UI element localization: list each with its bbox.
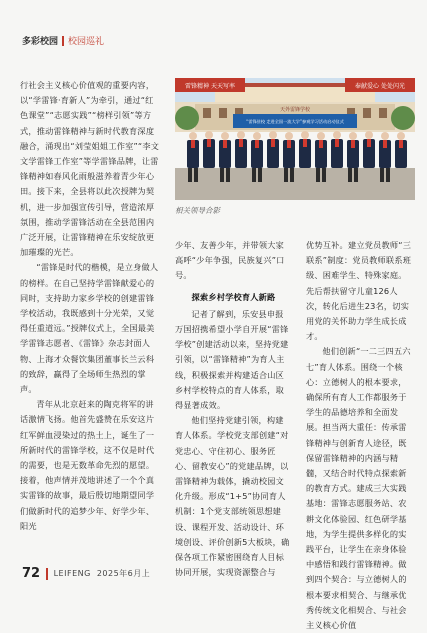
text-column-3 <box>306 238 414 633</box>
banner-left-text: 雷锋精神 天天写率 <box>185 83 235 90</box>
paragraph: 少年、友善少年，并带领大家高呼“少年争强，民族复兴”口号。 <box>175 240 285 281</box>
text-column-2 <box>175 238 292 580</box>
header-divider <box>62 36 64 46</box>
text-column-1 <box>20 78 161 534</box>
paragraph: 记者了解到，乐安县申报万国招携希望小学自开展“雷锋学校”创建活动以来，坚持党建引领，以“雷锋精神”为育人主线，积极探索并构建适合山区乡村学校特点的育人体系，取得显著成效。 <box>175 308 289 411</box>
publication-name: LEIFENG <box>53 569 91 578</box>
page-footer <box>22 566 150 581</box>
page-number: 72 <box>22 566 41 581</box>
banner-right-text: 奉献爱心 处处闪光 <box>355 83 405 90</box>
paragraph: 他们坚持党建引领，构建育人体系。学校党支部创建“对党忠心、守住初心、服务匠心、留教安心”的党建品牌，以雷锋精神为载体，撬动校园文化升级。形成“1+5”协同育人机制：1个党支部统领思想建设、课程开发、活动设计、环境创设、评价创新5大板块，确保各项工作紧密围绕育人目标协同开展，实现资源整合与 <box>175 415 290 578</box>
paragraph: 优势互补。建立党员教师“三联系”制度：党员教师联系班级、困难学生、特殊家庭。先后帮扶留守儿童126人次，转化后进生23名，切实用党的关怀助力学生成长成才。 <box>306 240 412 342</box>
stage-banner-text: “雷锋驻校 走进全国一流大学”参观学习活动启动仪式 <box>246 119 344 124</box>
paragraph: 他们创新“一二三四五六七”育人体系。围绕一个核心：立德树人的根本要求，确保所有育人工作都服务于学生的品德培养和全面发展。担当两大重任：传承雷锋精神与创新育人途径，既保留雷锋精神的内涵与精髓，又结合时代特点探索新的教育方式。建成三大实践基地：雷锋志愿服务站、农耕文化体验园、红色研学基地，为学生提供多样化的实践平台，让学生在亲身体验中感悟和践行雷锋精神。做到四个契合：与立德树人的根本要求相契合、与继承优秀传统文化相契合、与社会主义核心价值 <box>306 346 411 631</box>
section-subcategory: 校园巡礼 <box>68 37 105 47</box>
section-heading: 探索乡村学校育人新路 <box>191 291 276 302</box>
photo-caption: 相关领导合影 <box>175 206 220 215</box>
paragraph: 行社会主义核心价值观的重要内容，以“学雷锋·育新人”为牵引，通过“红色课堂”“志愿实践”“榜样引领”等方式，推动雷锋精神与新时代教育深度融合，涌现出“刘莹姐姐工作室”“李文文学雷锋工作室”等学雷锋品牌，让雷锋精神如春风化雨般滋养着青少年心田。接下来，全县将以此次授牌为契机，进一步加强宣传引导，营造浓厚氛围，推动学雷锋活动在全县范围内广泛开展，让雷锋精神在乐安绽放更加璀璨的光芒。 <box>20 80 160 258</box>
group-photo <box>175 78 415 200</box>
paragraph: “雷锋是时代的楷模，是立身做人的榜样。在自己坚持学雷锋献爱心的同时，支持助力家乡学校的创建雷锋学校活动，我既感到十分光荣，又觉得任重道远。”授牌仪式上，全国最美学雷锋志愿者、《雷锋》杂志封面人物、上海才众餐饮集团董事长兰云科的致辞，赢得了全场师生热烈的掌声。 <box>20 262 159 395</box>
building-sign-text: 天外雷锋学校 <box>279 107 311 113</box>
section-header <box>22 34 104 47</box>
section-category: 多彩校园 <box>22 37 59 47</box>
paragraph: 青年从北京赶来的陶克将军的讲话激情飞扬。他首先盛赞在乐安这片红军鲜血浸染过的热土上，诞生了一所新时代的雷锋学校，这不仅是时代的需要，也是无数革命先烈的愿望。接着，他声情并茂地讲述了一个个真实雷锋的故事，最后殷切地期望同学们做新时代的追梦少年、好学少年、阳光 <box>20 399 155 531</box>
footer-divider <box>46 568 48 580</box>
issue-date: 2025年6月上 <box>96 569 151 578</box>
